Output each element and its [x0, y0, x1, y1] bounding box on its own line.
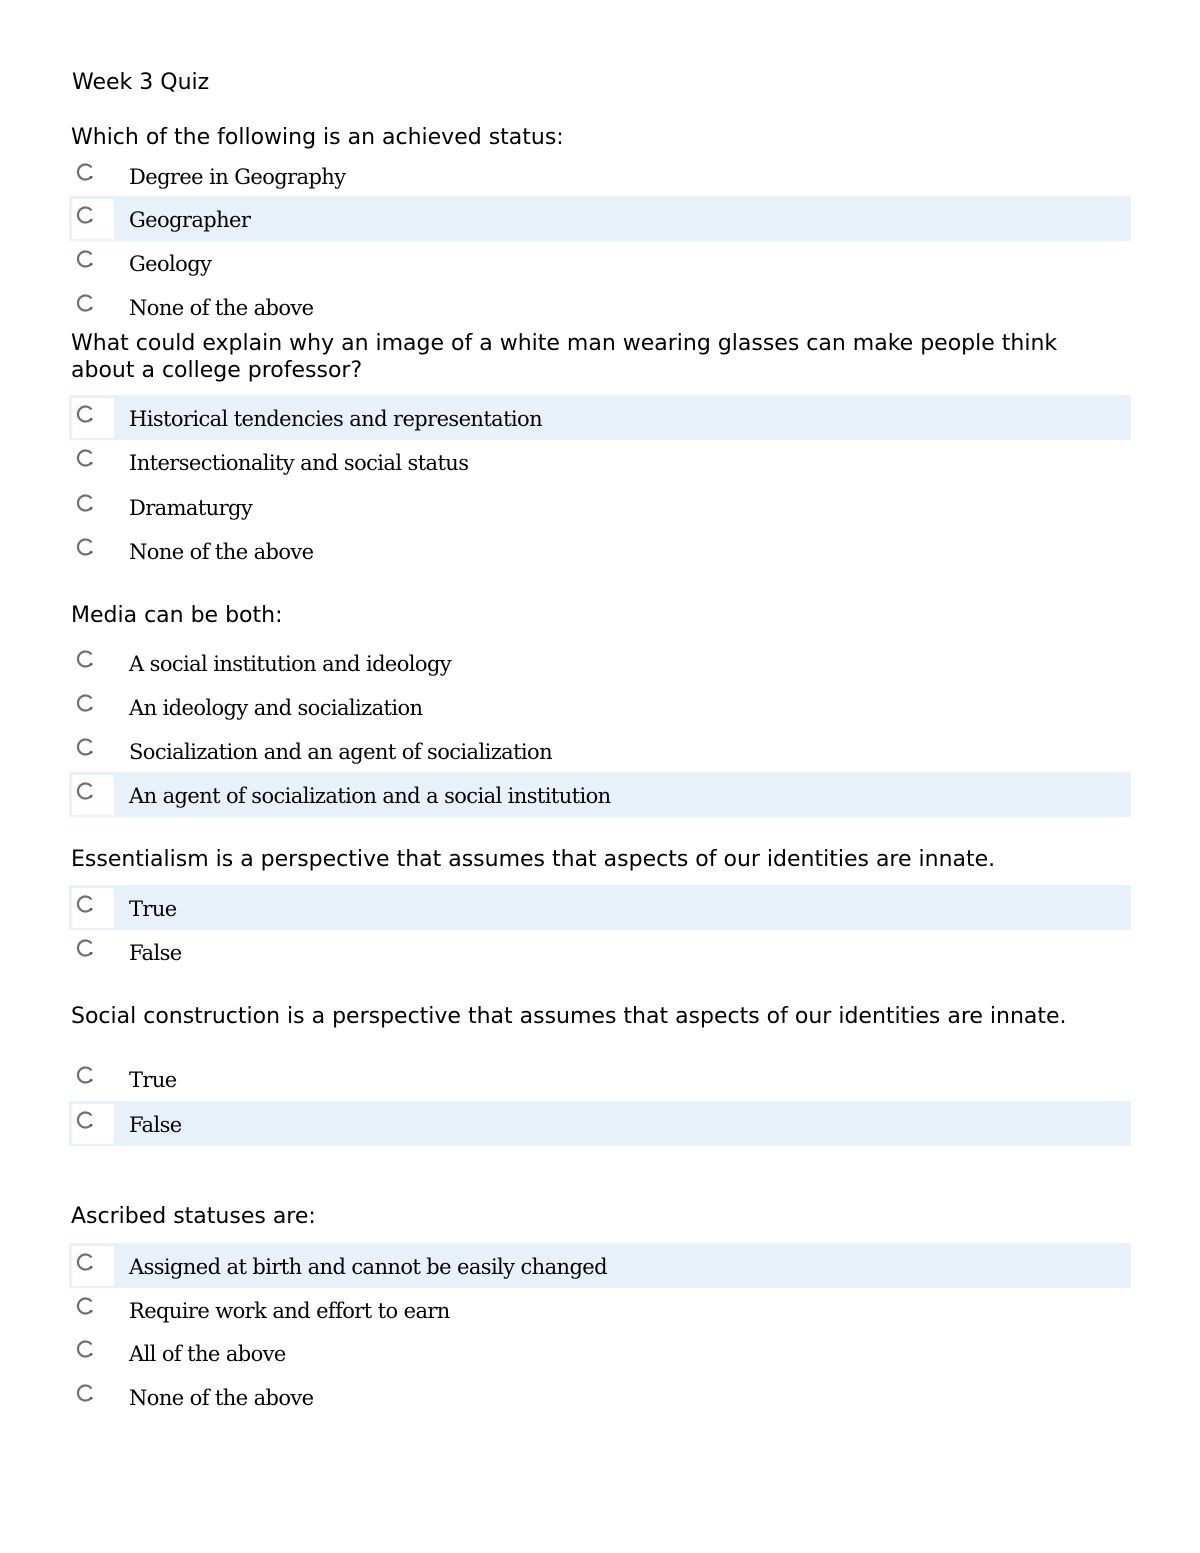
radio-button-icon[interactable]	[76, 249, 96, 269]
question-2-option-2[interactable]	[69, 439, 1131, 484]
question-3-option-2[interactable]	[69, 684, 1131, 729]
option-label: Assigned at birth and cannot be easily changed	[129, 1255, 607, 1279]
radio-button-icon[interactable]	[76, 1110, 96, 1130]
radio-button-icon[interactable]	[76, 493, 96, 513]
question-5-text: Social construction is a perspective that assumes that aspects of our identities are innate.	[71, 1004, 1067, 1029]
question-6-option-4[interactable]	[69, 1374, 1131, 1419]
question-4-text: Essentialism is a perspective that assumes that aspects of our identities are innate.	[71, 847, 996, 872]
option-label: True	[129, 897, 177, 921]
question-3-text: Media can be both:	[71, 603, 283, 628]
radio-button-icon[interactable]	[76, 448, 96, 468]
radio-button-icon[interactable]	[76, 1383, 96, 1403]
question-5-option-1[interactable]	[69, 1056, 1131, 1101]
option-label: Intersectionality and social status	[129, 451, 469, 475]
question-3-option-1[interactable]	[69, 640, 1131, 685]
option-label: Socialization and an agent of socialization	[129, 740, 553, 764]
radio-button-icon[interactable]	[76, 693, 96, 713]
radio-button-icon[interactable]	[76, 1065, 96, 1085]
radio-button-icon[interactable]	[76, 293, 96, 313]
option-label: A social institution and ideology	[129, 652, 452, 676]
option-label: Geographer	[129, 208, 251, 232]
question-2-option-4[interactable]	[69, 528, 1131, 573]
option-label: An ideology and socialization	[129, 696, 423, 720]
option-label: True	[129, 1068, 177, 1092]
option-label: Require work and effort to earn	[129, 1299, 450, 1323]
radio-button-icon[interactable]	[76, 1339, 96, 1359]
question-3-option-3[interactable]	[69, 728, 1131, 773]
option-label: None of the above	[129, 296, 314, 320]
question-1-text: Which of the following is an achieved status:	[71, 125, 564, 150]
radio-button-icon[interactable]	[76, 537, 96, 557]
option-label: Geology	[129, 252, 212, 276]
question-6-option-3[interactable]	[69, 1330, 1131, 1375]
question-6-option-1[interactable]	[69, 1243, 1131, 1288]
option-label: Degree in Geography	[129, 165, 346, 189]
question-1-option-3[interactable]	[69, 240, 1131, 285]
question-6-text: Ascribed statuses are:	[71, 1204, 316, 1229]
quiz-title: Week 3 Quiz	[72, 70, 210, 95]
question-4-option-1[interactable]	[69, 885, 1131, 930]
option-label: False	[129, 1113, 182, 1137]
radio-button-icon[interactable]	[76, 737, 96, 757]
option-label: False	[129, 941, 182, 965]
radio-button-icon[interactable]	[76, 1296, 96, 1316]
radio-button-icon[interactable]	[76, 404, 96, 424]
question-6-option-2[interactable]	[69, 1287, 1131, 1332]
radio-button-icon[interactable]	[76, 894, 96, 914]
question-1-option-2[interactable]	[69, 196, 1131, 241]
option-label: An agent of socialization and a social institution	[129, 784, 611, 808]
radio-button-icon[interactable]	[76, 205, 96, 225]
option-label: Historical tendencies and representation	[129, 407, 543, 431]
question-3-option-4[interactable]	[69, 772, 1131, 817]
question-4-option-2[interactable]	[69, 929, 1131, 974]
radio-button-icon[interactable]	[76, 162, 96, 182]
radio-button-icon[interactable]	[76, 649, 96, 669]
radio-button-icon[interactable]	[76, 781, 96, 801]
question-2-option-1[interactable]	[69, 395, 1131, 440]
option-label: All of the above	[129, 1342, 286, 1366]
radio-button-icon[interactable]	[76, 938, 96, 958]
question-2-option-3[interactable]	[69, 484, 1131, 529]
question-5-option-2[interactable]	[69, 1101, 1131, 1146]
question-1-option-1[interactable]	[69, 153, 1131, 198]
option-label: None of the above	[129, 540, 314, 564]
option-label: Dramaturgy	[129, 496, 253, 520]
option-label: None of the above	[129, 1386, 314, 1410]
question-2-text: What could explain why an image of a white man wearing glasses can make people think about a college professor?	[71, 331, 1058, 383]
radio-button-icon[interactable]	[76, 1252, 96, 1272]
question-1-option-4[interactable]	[69, 284, 1131, 329]
